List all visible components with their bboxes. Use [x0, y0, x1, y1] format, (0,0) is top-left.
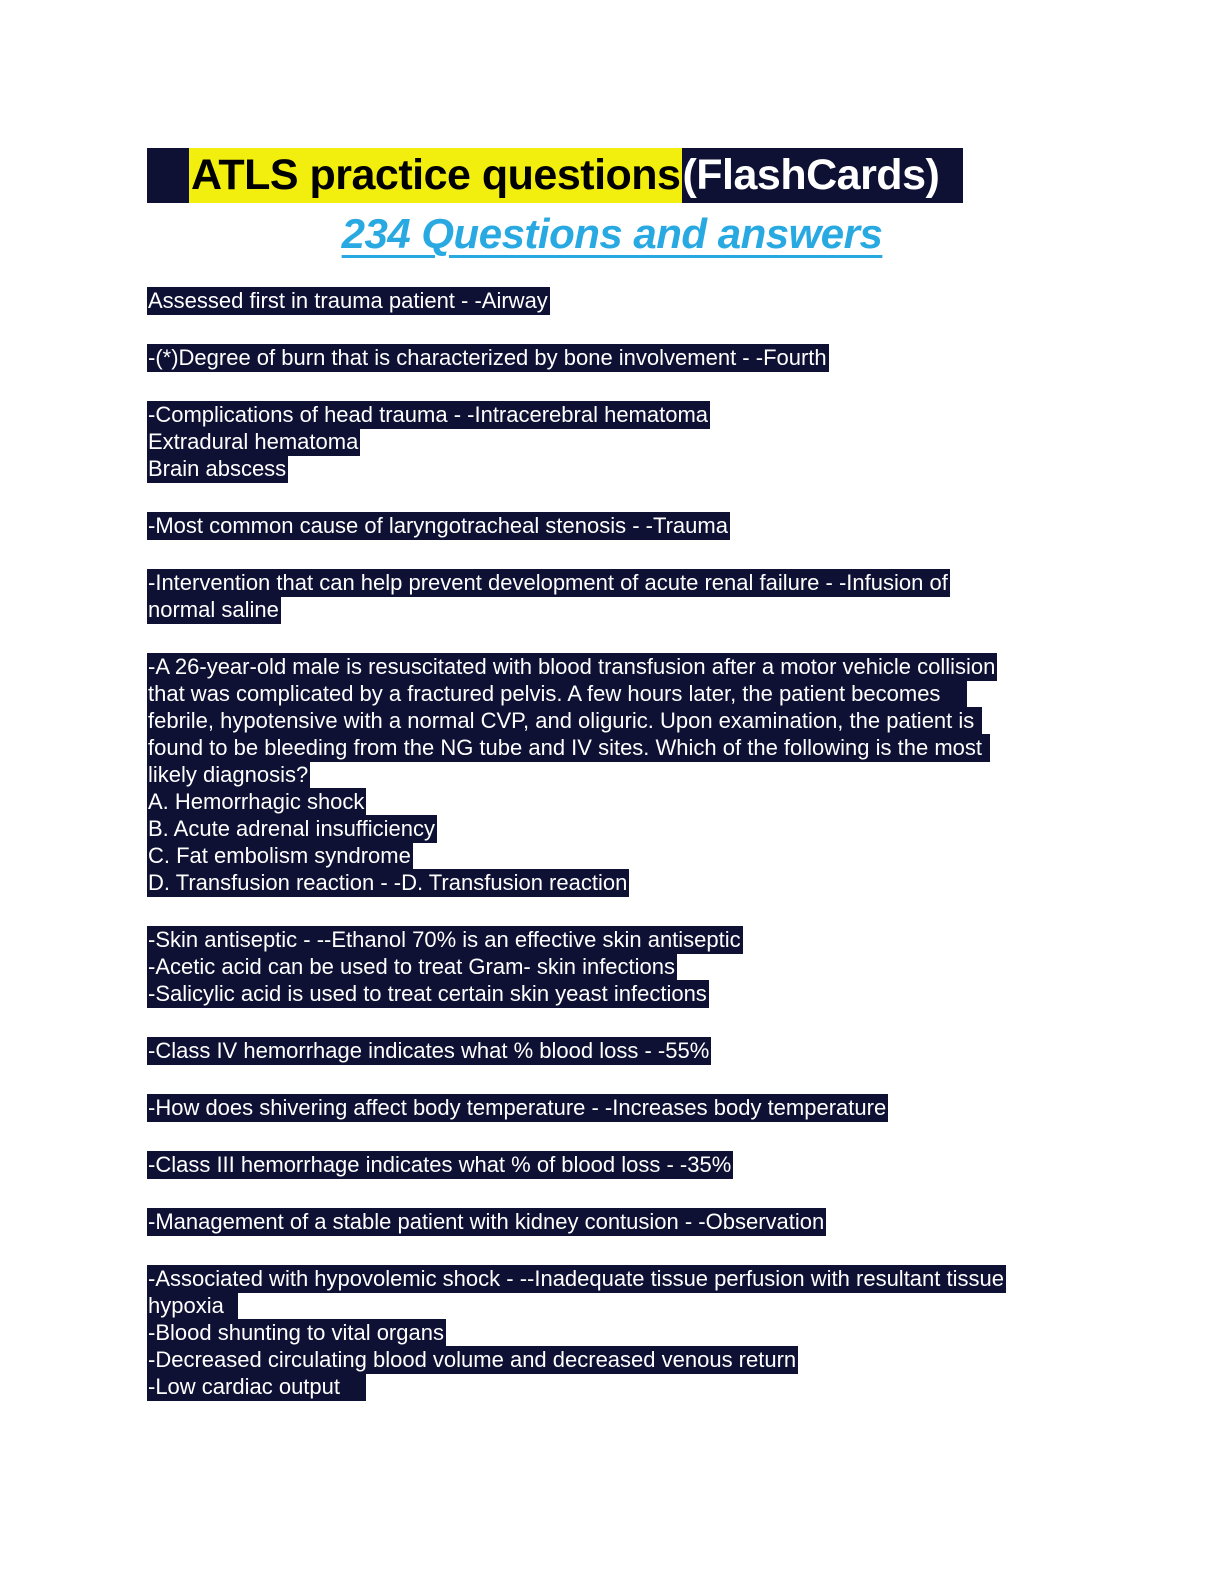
flashcard-item [147, 926, 1147, 1007]
flashcard-line: -Management of a stable patient with kidney contusion - -Observation [148, 1209, 825, 1234]
flashcard-item [147, 1094, 1147, 1121]
flashcard-line: -Skin antiseptic - --Ethanol 70% is an effective skin antiseptic [148, 927, 741, 952]
flashcard-item [147, 401, 1147, 482]
flashcard-item [147, 569, 1147, 623]
page-title-highlighted: ATLS practice questions [189, 148, 682, 203]
flashcard-line: -Associated with hypovolemic shock - --Inadequate tissue perfusion with resultant tissue [148, 1266, 1004, 1291]
flashcard-item [147, 1037, 1147, 1064]
flashcard-line: D. Transfusion reaction - -D. Transfusion reaction [148, 870, 628, 895]
flashcard-line: that was complicated by a fractured pelvis. A few hours later, the patient becomes [148, 681, 965, 706]
flashcard-line: -Low cardiac output [148, 1374, 365, 1399]
flashcards-list [147, 287, 1147, 1430]
flashcard-line: -Most common cause of laryngotracheal stenosis - -Trauma [148, 513, 728, 538]
flashcard-line: likely diagnosis? [148, 762, 309, 787]
flashcard-line: febrile, hypotensive with a normal CVP, and oliguric. Upon examination, the patient is [148, 708, 981, 733]
flashcard-item [147, 344, 1147, 371]
flashcard-item [147, 1151, 1147, 1178]
flashcard-line: Brain abscess [148, 456, 287, 481]
flashcard-item [147, 653, 1147, 896]
flashcard-line: Assessed first in trauma patient - -Airway [148, 288, 548, 313]
flashcard-item [147, 512, 1147, 539]
flashcard-line: Extradural hematoma [148, 429, 359, 454]
flashcard-line: -Complications of head trauma - -Intracerebral hematoma [148, 402, 709, 427]
flashcard-line: B. Acute adrenal insufficiency [148, 816, 435, 841]
title-bar [147, 148, 963, 203]
flashcard-line: -Class III hemorrhage indicates what % of blood loss - -35% [148, 1152, 732, 1177]
flashcard-item [147, 1208, 1147, 1235]
flashcard-line: normal saline [148, 597, 279, 622]
flashcard-line: -Salicylic acid is used to treat certain skin yeast infections [148, 981, 707, 1006]
flashcard-line: hypoxia [148, 1293, 237, 1318]
flashcard-line: -Decreased circulating blood volume and decreased venous return [148, 1347, 797, 1372]
flashcard-item [147, 1265, 1147, 1400]
flashcard-line: -How does shivering affect body temperature - -Increases body temperature [148, 1095, 887, 1120]
page-title-suffix: (FlashCards) [682, 151, 940, 199]
flashcard-line: -A 26-year-old male is resuscitated with blood transfusion after a motor vehicle collision [148, 654, 996, 679]
flashcard-line: -(*)Degree of burn that is characterized by bone involvement - -Fourth [148, 345, 827, 370]
flashcard-line: -Class IV hemorrhage indicates what % blood loss - -55% [148, 1038, 710, 1063]
flashcard-line: A. Hemorrhagic shock [148, 789, 365, 814]
flashcard-line: -Intervention that can help prevent development of acute renal failure - -Infusion of [148, 570, 948, 595]
subtitle-link[interactable]: 234 Questions and answers [341, 210, 883, 257]
subtitle-row [0, 210, 1224, 258]
flashcard-line: -Blood shunting to vital organs [148, 1320, 444, 1345]
flashcard-line: found to be bleeding from the NG tube and IV sites. Which of the following is the most [148, 735, 989, 760]
flashcard-line: C. Fat embolism syndrome [148, 843, 411, 868]
flashcard-line: -Acetic acid can be used to treat Gram- skin infections [148, 954, 676, 979]
flashcard-item [147, 287, 1147, 314]
